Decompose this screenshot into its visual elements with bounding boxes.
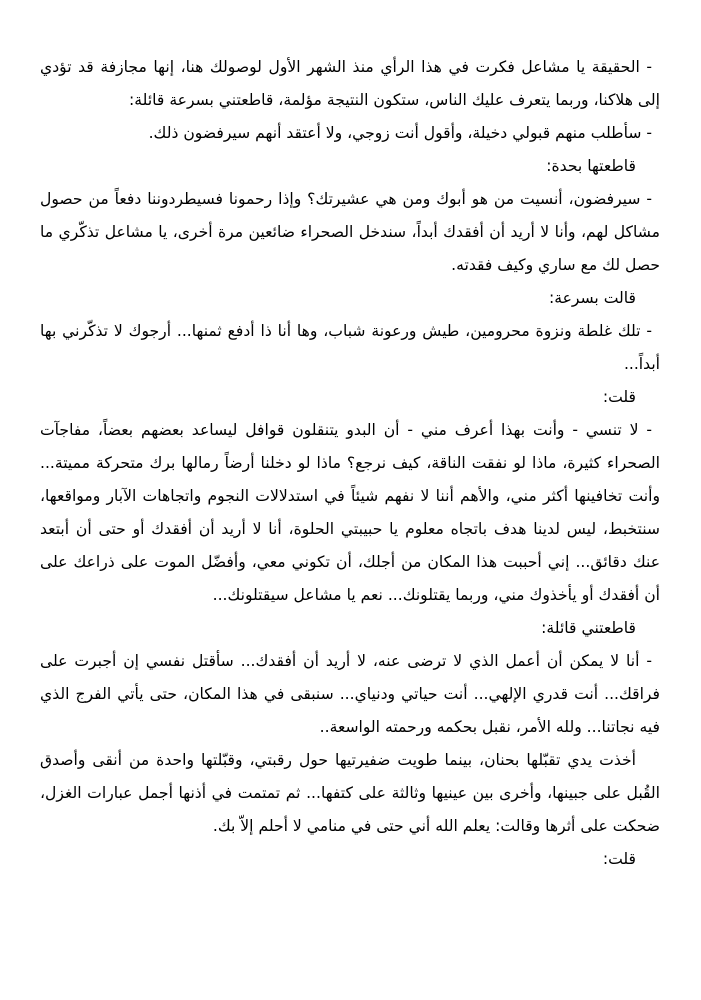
- document-page: [40, 51, 660, 876]
- paragraph-narration: قاطعتني قائلة:: [541, 619, 636, 637]
- paragraph-dialogue: - أنا لا يمكن أن أعمل الذي لا ترضى عنه، لا أريد أن أفقدك... سأقتل نفسي إن أجبرت على فراقك... أنت قدري الإلهي... أنت حياتي ودنياي... سنبقى في هذا المكان، حتى يأتي الفرج الذي فيه نجاتنا... ولله الأمر، نقبل بحكمه ورحمته الواسعة..: [40, 652, 660, 736]
- paragraph-narration: قلت:: [602, 388, 636, 406]
- paragraph-narration: قلت:: [602, 850, 636, 868]
- paragraph-dialogue: - تلك غلطة ونزوة محرومين، طيش ورعونة شباب، وها أنا ذا أدفع ثمنها... أرجوك لا تذكّرني بها أبداً...: [40, 322, 660, 373]
- paragraph-dialogue: - سيرفضون، أنسيت من هو أبوك ومن هي عشيرتك؟ وإذا رحمونا فسيطردوننا دفعاً من حصول مشاكل لهم، وأنا لا أريد أن أفقدك أبداً، سندخل الصحراء ضائعين مرة أخرى، يا مشاعل تذكّري ما حصل لك مع ساري وكيف فقدته.: [40, 190, 660, 274]
- paragraph-dialogue: - لا تنسي - وأنت بهذا أعرف مني - أن البدو يتنقلون قوافل ليساعد بعضهم بعضاً، مفاجآت الصحراء كثيرة، ماذا لو نفقت الناقة، كيف نرجع؟ ماذا لو دخلنا أرضاً رمالها برك متحركة مميتة... وأنت تخافينها أكثر مني، والأهم أننا لا نفهم شيئاً في استدلالات النجوم واتجاهات الآبار ومواقعها، سنتخبط، ليس لدينا هدف باتجاه معلوم يا حبيبتي الحلوة، أنا لا أريد أن أفقدك أو حتى أن أبتعد عنك دقائق... إني أحببت هذا المكان من أجلك، أن تكوني معي، وأفضّل الموت على ذراعك على أن أفقدك أو يأخذوك مني، وربما يقتلونك... نعم يا مشاعل سيقتلونك...: [40, 421, 660, 604]
- paragraph-dialogue: - الحقيقة يا مشاعل فكرت في هذا الرأي منذ الشهر الأول لوصولك هنا، إنها مجازفة قد تؤدي إلى هلاكنا، وربما يتعرف عليك الناس، ستكون النتيجة مؤلمة، قاطعتني بسرعة قائلة:: [40, 58, 660, 109]
- paragraph-narration: قالت بسرعة:: [549, 289, 636, 307]
- paragraph-narration: قاطعتها بحدة:: [546, 157, 636, 175]
- paragraph-narration: أخذت يدي تقبّلها بحنان، بينما طويت ضفيرتيها حول رقبتي، وقبّلتها واحدة من أنقى وأصدق القُبل على جبينها، وأخرى بين عينيها وثالثة على كتفها... ثم تمتمت في أذنها أجمل عبارات الغزل، ضحكت على أثرها وقالت: يعلم الله أني حتى في منامي لا أحلم إلاّ بك.: [40, 751, 660, 835]
- paragraph-dialogue: - سأطلب منهم قبولي دخيلة، وأقول أنت زوجي، ولا أعتقد أنهم سيرفضون ذلك.: [148, 124, 652, 142]
